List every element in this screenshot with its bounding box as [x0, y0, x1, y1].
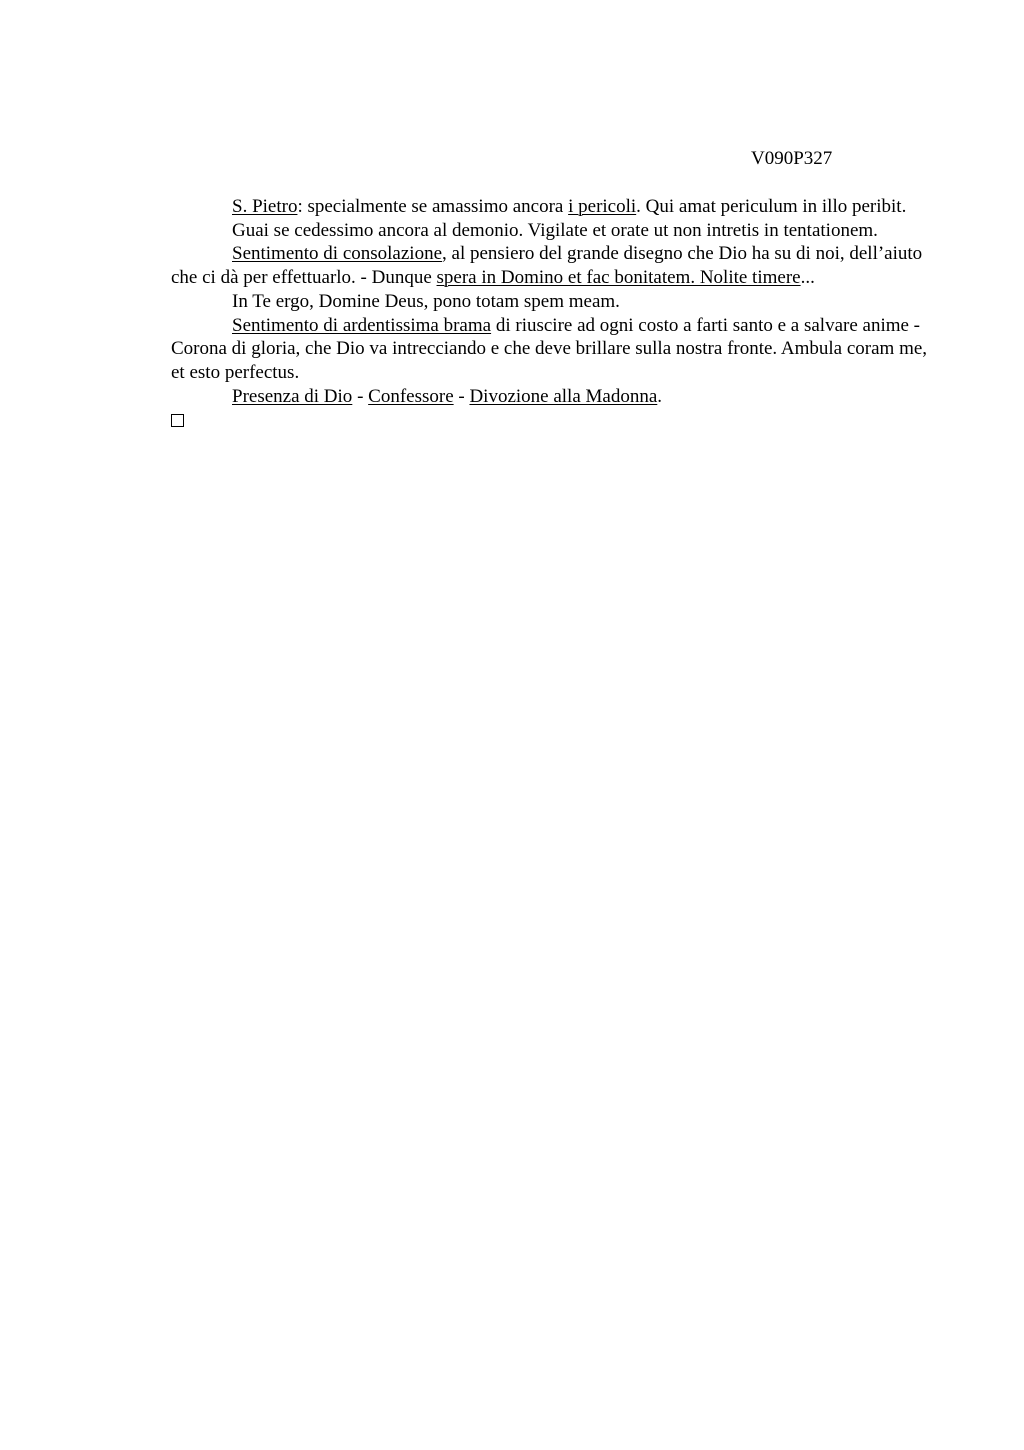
paragraph-guai [171, 219, 931, 243]
underlined-phrase: Confessore [368, 385, 454, 407]
text-run: di riuscire ad ogni costo a farti santo e a salvare anime - Corona di gloria, che Dio va intrecciando e che deve brillare sulla nostra fronte. Ambula coram me, et esto perfectus. [171, 314, 928, 383]
text-run: , al pensiero del grande disegno che Dio ha su di noi, dell’aiuto che ci dà per effettuarlo. - Dunque [171, 243, 923, 289]
underlined-phrase: i pericoli [568, 196, 637, 217]
paragraph-in-te-ergo [171, 290, 931, 314]
paragraph-san-pietro [171, 195, 931, 219]
text-run: . [657, 385, 663, 407]
page-id: V090P327 [751, 148, 833, 169]
text-run: : specialmente se amassimo ancora [297, 196, 569, 217]
underlined-phrase: Presenza di Dio [232, 385, 353, 407]
text-run: ... [800, 267, 815, 289]
text-run: Guai se cedessimo ancora al demonio. Vigilate et orate ut non intretis in tentationem. [232, 219, 878, 241]
underlined-phrase: S. Pietro [232, 196, 298, 217]
separator: - [352, 385, 369, 407]
separator: - [453, 385, 470, 407]
text-run: . Qui amat periculum in illo peribit. [636, 196, 907, 217]
paragraph-presenza-di-dio [171, 385, 931, 409]
underlined-phrase: Sentimento di consolazione [232, 243, 443, 265]
document-body [171, 195, 931, 434]
underlined-phrase: spera in Domino et fac bonitatem. Nolite timere [436, 267, 801, 289]
paragraph-consolazione [171, 242, 931, 289]
end-marker [171, 408, 931, 434]
paragraph-ardentissima-brama [171, 314, 931, 385]
hollow-square-icon [171, 414, 184, 427]
underlined-phrase: Divozione alla Madonna [469, 385, 658, 407]
underlined-phrase: Sentimento di ardentissima brama [232, 314, 492, 336]
text-run: In Te ergo, Domine Deus, pono totam spem meam. [232, 290, 620, 312]
